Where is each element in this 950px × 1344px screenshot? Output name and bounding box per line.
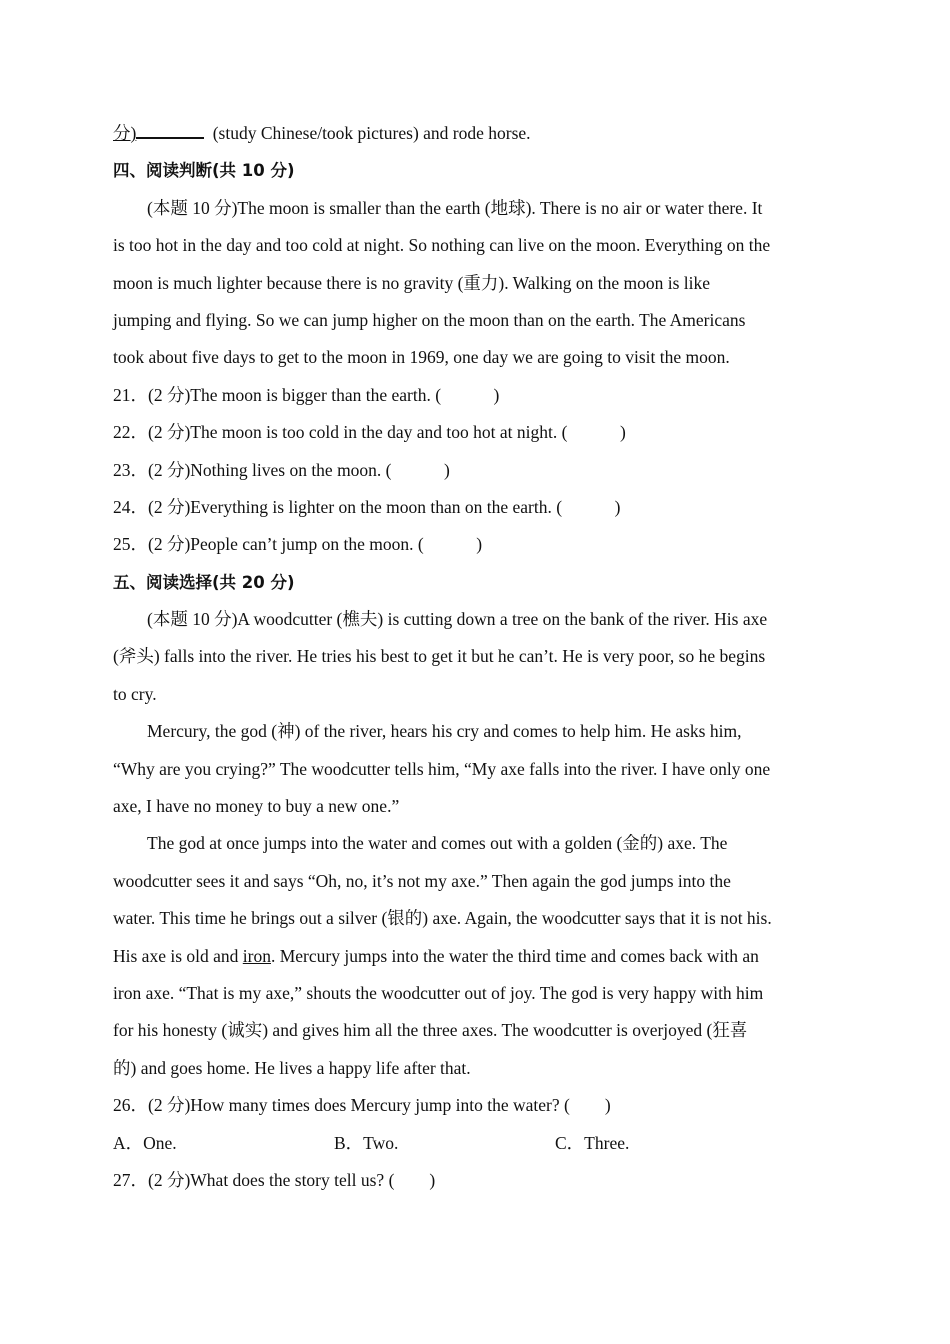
- question-26-options: [113, 1125, 838, 1162]
- story-line: woodcutter sees it and says “Oh, no, it’s not my axe.” Then again the god jumps into the: [113, 870, 731, 891]
- story-line: “Why are you crying?” The woodcutter tells him, “My axe falls into the river. I have only one: [113, 758, 771, 779]
- story-line: 的) and goes home. He lives a happy life after that.: [113, 1057, 471, 1078]
- story-line: axe, I have no money to buy a new one.”: [113, 796, 400, 817]
- story-line: (本题 10 分)A woodcutter (樵夫) is cutting down a tree on the bank of the river. His axe: [147, 609, 768, 630]
- passage-line: is too hot in the day and too cold at night. So nothing can live on the moon. Everything on the: [113, 235, 771, 256]
- continued-question-line: [113, 115, 838, 152]
- passage-line: (本题 10 分)The moon is smaller than the earth (地球). There is no air or water there. It: [147, 197, 763, 218]
- document-page: [113, 115, 838, 1199]
- story-text: His axe is old and: [113, 945, 243, 966]
- question-24: 24．(2 分)Everything is lighter on the moon than on the earth. ( ): [113, 496, 621, 517]
- section-heading-reading-judgement: 四、阅读判断(共 10 分): [113, 161, 295, 181]
- option-c[interactable]: C．Three.: [555, 1132, 630, 1153]
- question-22: 22．(2 分)The moon is too cold in the day and too hot at night. ( ): [113, 422, 626, 443]
- section-heading-reading-choice: 五、阅读选择(共 20 分): [113, 572, 295, 592]
- answer-blank[interactable]: [136, 117, 204, 139]
- story-text: . Mercury jumps into the water the third time and comes back with an: [270, 945, 759, 966]
- underlined-word-iron: iron: [242, 945, 271, 966]
- story-line: Mercury, the god (神) of the river, hears his cry and comes to help him. He asks him,: [147, 721, 742, 742]
- question-27: 27．(2 分)What does the story tell us? ( ): [113, 1169, 436, 1190]
- question-26: 26．(2 分)How many times does Mercury jump into the water? ( ): [113, 1095, 611, 1116]
- story-line: water. This time he brings out a silver (银的) axe. Again, the woodcutter says that it is not his.: [113, 908, 772, 929]
- story-line: The god at once jumps into the water and comes out with a golden (金的) axe. The: [147, 833, 728, 854]
- question-21: 21．(2 分)The moon is bigger than the earth. ( ): [113, 384, 500, 405]
- story-line: (斧头) falls into the river. He tries his best to get it but he can’t. He is very poor, so he begins: [113, 646, 766, 667]
- story-line: iron axe. “That is my axe,” shouts the woodcutter out of joy. The god is very happy with him: [113, 982, 764, 1003]
- lead-text: 分): [113, 123, 137, 143]
- question-23: 23．(2 分)Nothing lives on the moon. ( ): [113, 459, 450, 480]
- option-a[interactable]: A．One.: [113, 1132, 177, 1153]
- story-line: [113, 938, 838, 975]
- passage-line: jumping and flying. So we can jump higher on the moon than on the earth. The Americans: [113, 309, 746, 330]
- passage-line: moon is much lighter because there is no gravity (重力). Walking on the moon is like: [113, 272, 711, 293]
- story-line: for his honesty (诚实) and gives him all the three axes. The woodcutter is overjoyed (狂喜: [113, 1020, 748, 1041]
- continued-text: (study Chinese/took pictures) and rode horse.: [208, 123, 531, 143]
- question-25: 25．(2 分)People can’t jump on the moon. ( ): [113, 534, 483, 555]
- option-b[interactable]: B．Two.: [334, 1132, 399, 1153]
- story-line: to cry.: [113, 683, 157, 704]
- passage-line: took about five days to get to the moon in 1969, one day we are going to visit the moon.: [113, 347, 730, 368]
